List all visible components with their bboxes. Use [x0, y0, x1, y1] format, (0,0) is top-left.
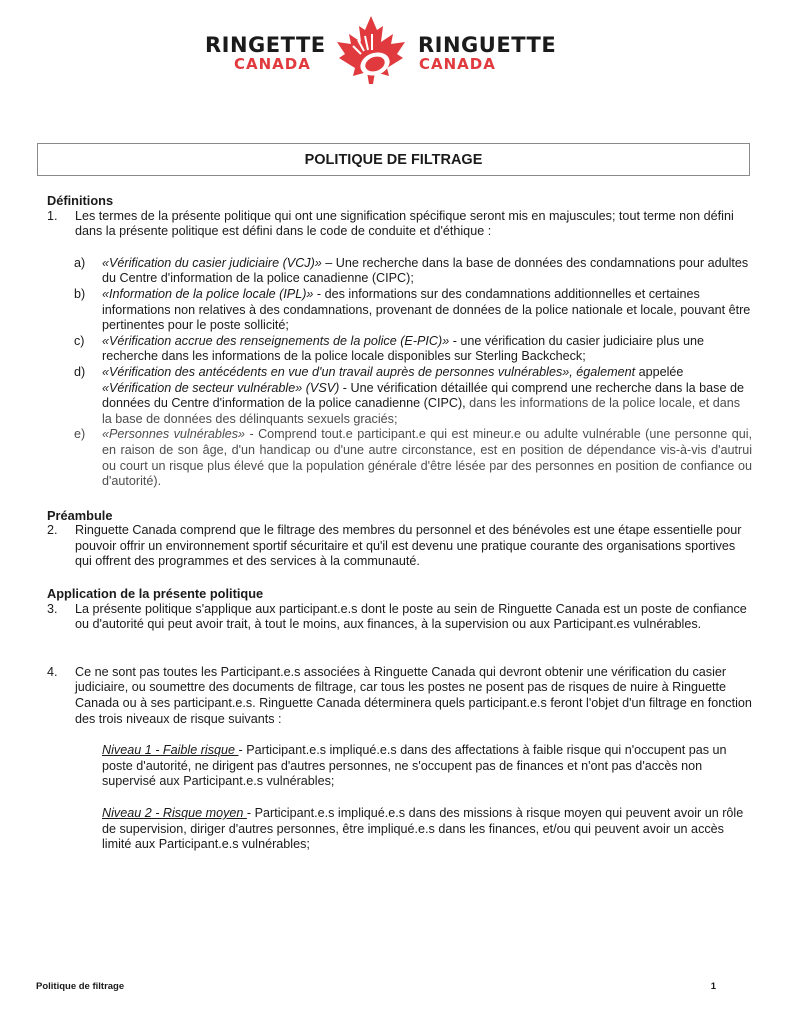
definition-term: «Vérification des antécédents en vue d'un travail auprès de personnes vulnérables», également [102, 364, 636, 379]
clause-text: Ce ne sont pas toutes les Participant.e.s associées à Ringuette Canada qui devront obtenir une vérification du casier judiciaire, ou soumettre des documents de filtrage, car tous les postes ne posent pas de risques de nuire à Ringuette Canada ou à ses participant.e.s. Ringuette Canada déterminera quels participant.e.s feront l'objet d'un filtrage en fonction des trois niveaux de risque suivants : [75, 664, 752, 726]
definition-text-continued: dans les informations de la police locale, et dans la base de données des délinquants sexuels graciés; [102, 396, 741, 426]
document-body [47, 193, 752, 853]
footer-title: Politique de filtrage [36, 981, 125, 992]
page-number: 1 [710, 981, 716, 992]
definition-term: «Personnes vulnérables» [102, 427, 246, 442]
definition-text: - une vérification du casier judiciaire plus une recherche dans les informations de la police locale disponibles sur Sterling Backcheck; [102, 333, 705, 364]
ringette-canada-logo [200, 14, 590, 86]
definition-text: appelée [635, 364, 684, 379]
clause-number: 1. [47, 208, 58, 223]
section-heading-preamble: Préambule [47, 507, 113, 523]
definition-text: – Une recherche dans la base de données des condamnations pour adultes du Centre d'information de la police canadienne (CIPC); [102, 255, 749, 286]
definition-letter: b) [74, 286, 86, 301]
definition-letter: d) [74, 364, 86, 379]
clause-2 [47, 523, 752, 570]
page-footer [36, 981, 716, 992]
section-heading-definitions: Définitions [47, 193, 114, 208]
clause-1 [47, 209, 752, 240]
definition-item-e [47, 427, 752, 489]
definition-item-b [47, 287, 752, 334]
definition-item-d [47, 365, 752, 427]
definition-text: - Comprend tout.e participant.e qui est mineur.e ou adulte vulnérable (une personne qui, en raison de son âge, d'un handicap ou d'une autre circonstance, est en position de dépendance vis-à-vis d'autrui ou court un risque plus élevé que la population générale d'être lésée par des personnes en position de confiance ou d'autorité). [102, 427, 752, 489]
risk-level-label: Niveau 2 - Risque moyen [102, 806, 247, 820]
clause-4 [47, 665, 752, 727]
definition-letter: a) [74, 255, 86, 270]
definition-item-c [47, 334, 752, 365]
definition-text: - des informations sur des condamnations additionnelles et certaines informations non relatives à des condamnations, provenant de données de la police nationale et locale, pouvant être pertinentes pour le poste sollicité; [102, 286, 751, 333]
clause-3 [47, 602, 752, 633]
risk-level-label: Niveau 1 - Faible risque [102, 743, 239, 758]
definition-term-alt: «Vérification de secteur vulnérable» (VSV) [102, 380, 340, 395]
definition-term: «Vérification accrue des renseignements de la police (E-PIC)» [102, 333, 450, 348]
clause-text: Ringuette Canada comprend que le filtrage des membres du personnel et des bénévoles est une étape essentielle pour pouvoir offrir un environnement sportif sécuritaire et qu'il est devenu une pratique courante des organisations sportives qui offrent des programmes et des services à la communauté. [75, 523, 742, 569]
maple-leaf-ring-icon [331, 14, 411, 86]
clause-number: 3. [47, 601, 58, 616]
definition-text: - Une vérification détaillée qui comprend une recherche dans la base de données du Centre d'information de la police canadienne (CIPC), [102, 380, 744, 411]
section-heading-application: Application de la présente politique [47, 586, 264, 602]
definition-letter: e) [74, 427, 86, 442]
logo-french-country: CANADA [419, 55, 496, 73]
clause-text: Les termes de la présente politique qui ont une signification spécifique seront mis en majuscules; tout terme non défini dans la présente politique est défini dans le code de conduite et d'éthique : [75, 208, 734, 239]
document-title: POLITIQUE DE FILTRAGE [304, 151, 483, 168]
clause-number: 2. [47, 523, 58, 538]
logo-english-name: RINGETTE [205, 33, 326, 57]
risk-level-1 [47, 743, 752, 790]
definition-item-a [47, 256, 752, 287]
risk-level-2 [47, 806, 752, 853]
risk-level-text: - Participant.e.s impliqué.e.s dans des affectations à faible risque qui n'occupent pas un poste d'autorité, ne dirigent pas d'autres personnes, ne s'occupent pas de finances et n'ont pas d'accès non supervisé aux Participant.e.s vulnérables; [102, 743, 727, 789]
logo-french-name: RINGUETTE [418, 33, 557, 57]
logo-english-country: CANADA [234, 55, 311, 73]
definition-letter: c) [74, 333, 85, 348]
document-title-box [37, 143, 750, 176]
clause-number: 4. [47, 664, 58, 679]
clause-text: La présente politique s'applique aux participant.e.s dont le poste au sein de Ringuette Canada est un poste de confiance ou d'autorité qui peut avoir trait, à tout le moins, aux finances, à la supervision ou aux Participant.es vulnérables. [75, 601, 747, 632]
risk-level-text: - Participant.e.s impliqué.e.s dans des missions à risque moyen qui peuvent avoir un rôle de supervision, diriger d'autres personnes, être impliqué.e.s dans les finances, et/ou qui peuvent avoir un accès limité aux Participant.e.s vulnérables; [102, 806, 744, 852]
definition-term: «Information de la police locale (IPL)» [102, 286, 314, 301]
definition-term: «Vérification du casier judiciaire (VCJ)» [102, 255, 322, 270]
